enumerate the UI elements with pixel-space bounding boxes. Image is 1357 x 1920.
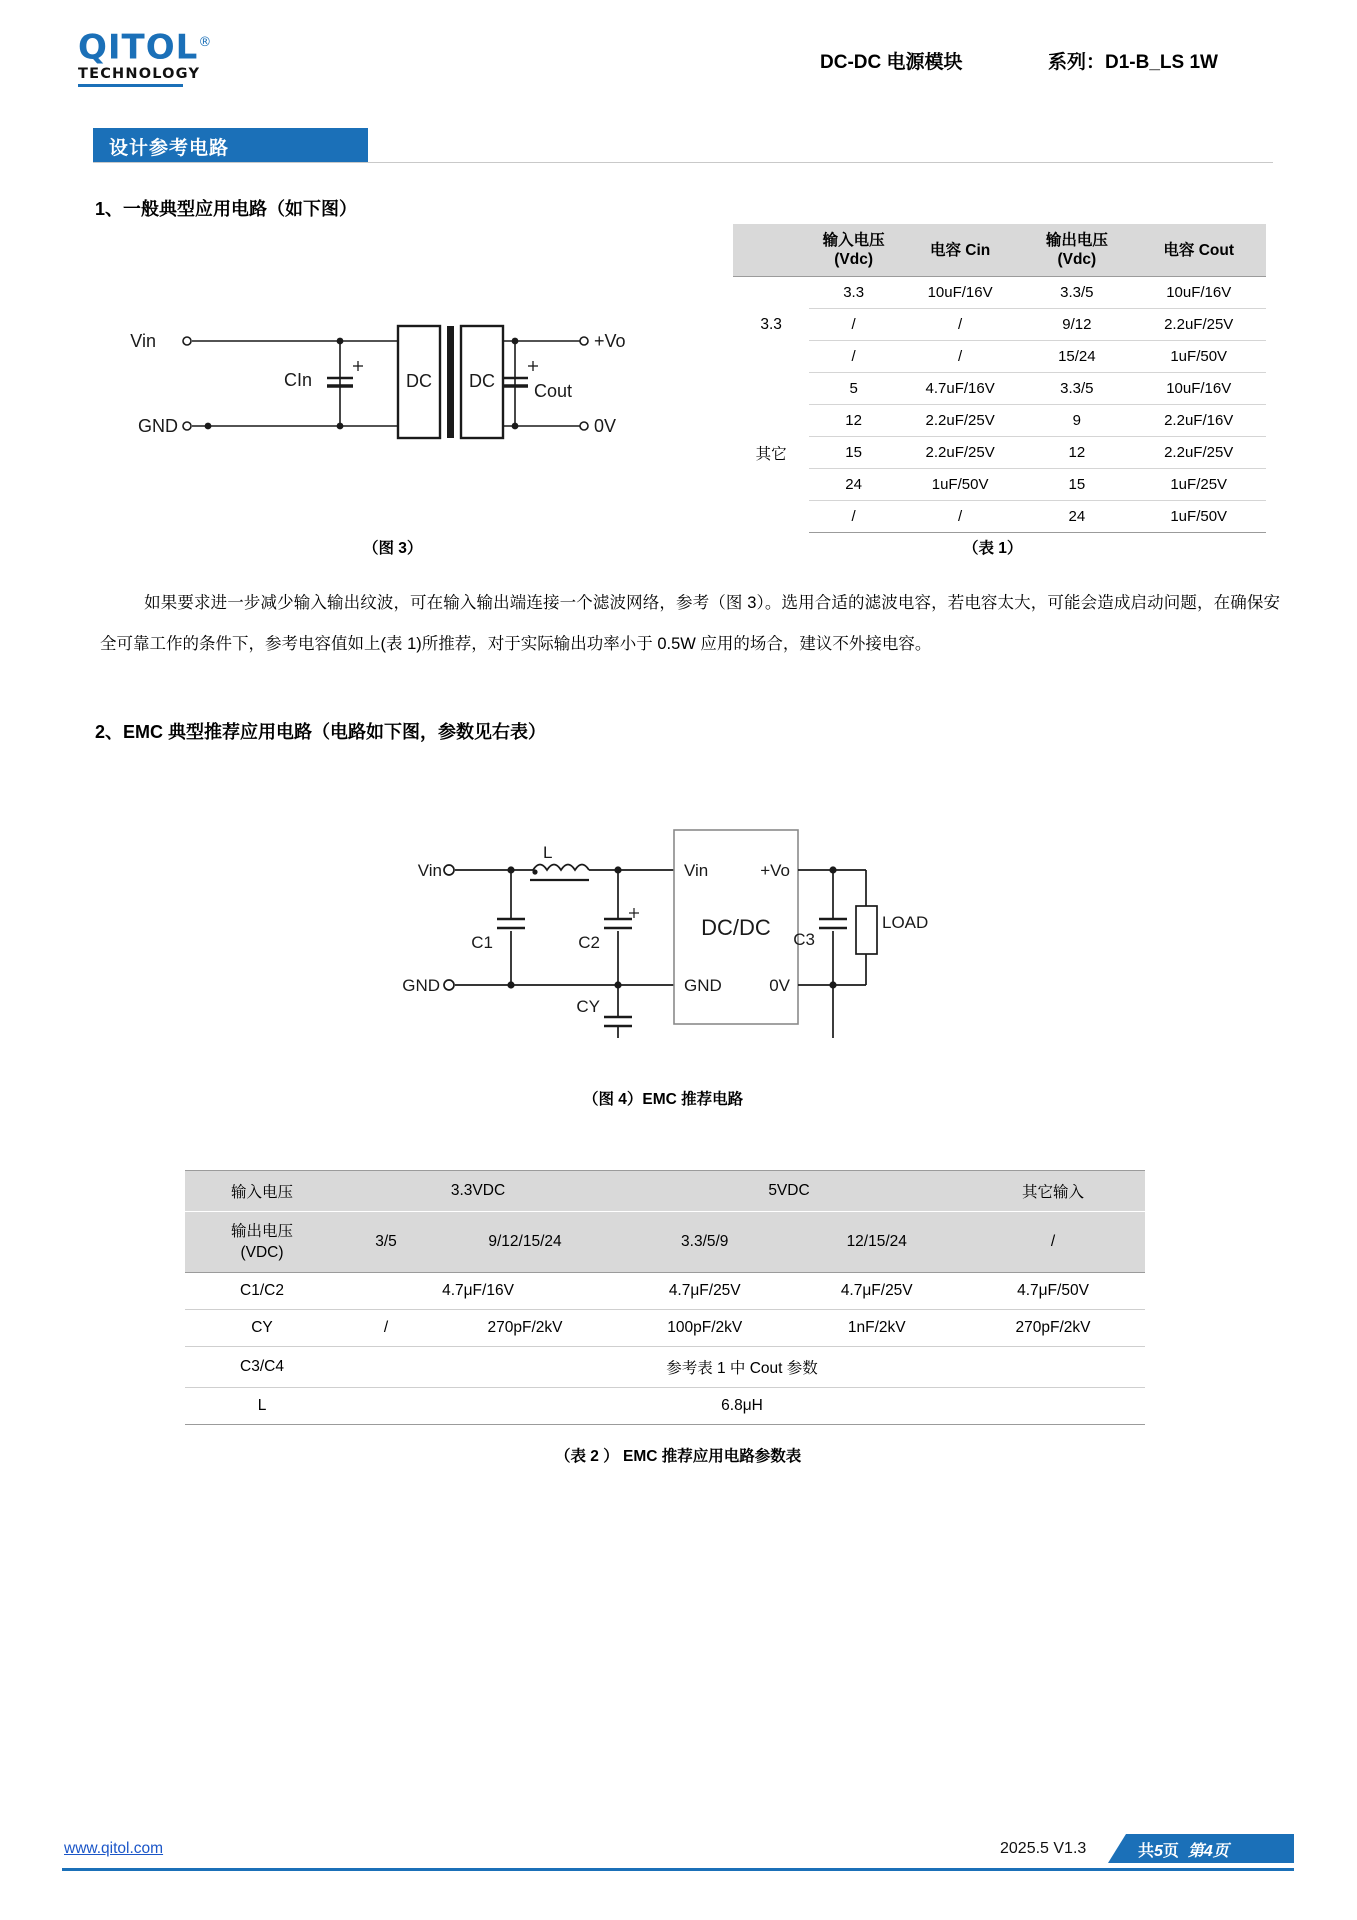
figure-4-label-vin: Vin [417, 861, 442, 880]
table-2-cell-c1c2-3: 4.7μF/25V [792, 1273, 961, 1310]
logo-wordmark [78, 26, 213, 68]
table-row [733, 501, 1266, 533]
table-1-cell-vout: 3.3/5 [1022, 373, 1131, 405]
table-1-cell-cin: 1uF/50V [898, 469, 1022, 501]
table-1-cell-vout: 9 [1022, 405, 1131, 437]
table-2-cy-row [185, 1310, 1145, 1347]
table-2-cell-vout-2: 9/12/15/24 [433, 1212, 617, 1273]
table-1-cell-cout: 1uF/50V [1131, 501, 1266, 533]
figure-4-label-c3: C3 [793, 930, 815, 949]
table-1-cell-cout: 10uF/16V [1131, 373, 1266, 405]
company-logo [78, 26, 212, 83]
figure-3-label-cin: CIn [283, 370, 312, 390]
figure-3-label-dc-right: DC [469, 371, 495, 391]
table-2-cell-vout-3: 3.3/5/9 [617, 1212, 792, 1273]
table-2-cell-vout-4: 12/15/24 [792, 1212, 961, 1273]
table-1-cell-cout: 10uF/16V [1131, 277, 1266, 309]
footer-website-link[interactable]: www.qitol.com [64, 1840, 164, 1857]
table-1-cell-cin: 2.2uF/25V [898, 437, 1022, 469]
logo-text: QITOL [78, 27, 199, 68]
footer-divider [62, 1868, 1294, 1871]
table-row [733, 405, 1266, 437]
table-1-cell-cin: / [898, 501, 1022, 533]
caption-figure-4: （图 4）EMC 推荐电路 [583, 1091, 744, 1108]
table-2-cell-cy-5: 270pF/2kV [961, 1310, 1145, 1347]
table-2-c3c4-row [185, 1347, 1145, 1388]
figure-4-label-gnd: GND [402, 976, 440, 995]
table-2-cell-c1c2-4: 4.7μF/50V [961, 1273, 1145, 1310]
table-2-label-output-voltage-line2: (VDC) [240, 1244, 284, 1261]
footer-current-pre: 第 [1187, 1843, 1204, 1860]
table-1-header-output-voltage [1022, 224, 1131, 277]
table-row [733, 373, 1266, 405]
figure-4-label-module-vo: +Vo [760, 861, 790, 880]
registered-trademark-icon: ® [198, 35, 213, 50]
table-row [733, 437, 1266, 469]
footer-total-pre: 共 [1138, 1843, 1155, 1860]
table-1-cell-vin: 12 [809, 405, 898, 437]
section-title-bar [93, 128, 368, 162]
table-2-c1c2-row [185, 1273, 1145, 1310]
figure-3-label-dc-left: DC [406, 371, 432, 391]
subheading-emc-circuit: 2、EMC 典型推荐应用电路（电路如下图，参数见右表） [95, 722, 547, 742]
table-1-cell-vin: 15 [809, 437, 898, 469]
table-1-cell-cin: / [898, 309, 1022, 341]
table-1-group-label: 3.3 [733, 277, 809, 373]
table-1-header-blank [733, 224, 809, 277]
table-2-output-voltage-row [185, 1212, 1145, 1273]
table-2-label-input-voltage: 输入电压 [185, 1171, 339, 1212]
table-1-cell-cin: 4.7uF/16V [898, 373, 1022, 405]
footer-version: 2025.5 V1.3 [1000, 1840, 1087, 1857]
footer-page-text [1138, 1838, 1229, 1861]
table-2-cell-cy-4: 1nF/2kV [792, 1310, 961, 1347]
figure-4-emc-recommended-circuit [378, 818, 938, 1043]
table-2-cell-cy-3: 100pF/2kV [617, 1310, 792, 1347]
table-1-cell-cout: 2.2uF/16V [1131, 405, 1266, 437]
table-2-cell-c3c4: 参考表 1 中 Cout 参数 [339, 1347, 1145, 1388]
footer-page-indicator [1108, 1834, 1294, 1863]
header-series-label: 系列：D1-B_LS 1W [1048, 52, 1218, 73]
caption-table-1: （表 1） [963, 540, 1023, 557]
section-title-text: 设计参考电路 [109, 138, 230, 159]
table-2-label-c1c2: C1/C2 [185, 1273, 339, 1310]
table-2-input-voltage-row [185, 1171, 1145, 1212]
table-2-cell-input-other: 其它输入 [961, 1171, 1145, 1212]
table-2-l-row [185, 1388, 1145, 1425]
table-1-cell-vin: 3.3 [809, 277, 898, 309]
table-1-cell-cin: / [898, 341, 1022, 373]
figure-3-label-cout: Cout [534, 381, 573, 401]
page-header [0, 0, 1357, 96]
table-2-cell-cy-2: 270pF/2kV [433, 1310, 617, 1347]
table-1-group-label: 其它 [755, 445, 787, 463]
figure-4-label-load: LOAD [882, 913, 929, 932]
table-1-cell-cout: 2.2uF/25V [1131, 437, 1266, 469]
logo-tagline: TECHNOLOGY [78, 66, 201, 83]
figure-3-typical-application-circuit [120, 308, 640, 453]
figure-3-label-vin: Vin [130, 331, 156, 351]
footer-total-post: 页 [1162, 1843, 1179, 1860]
table-1-cell-cout: 1uF/25V [1131, 469, 1266, 501]
footer-current-post: 页 [1212, 1843, 1229, 1860]
logo-underline [78, 84, 183, 87]
caption-figure-3: （图 3） [363, 540, 423, 557]
subheading-typical-circuit: 1、一般典型应用电路（如下图） [95, 199, 358, 219]
figure-4-svg [378, 818, 938, 1038]
table-1-cell-vout: 24 [1022, 501, 1131, 533]
table-1-cell-vin: 5 [809, 373, 898, 405]
figure-3-label-0v: 0V [594, 416, 617, 436]
table-2-cell-l: 6.8μH [339, 1388, 1145, 1425]
footer-total-num: 5 [1154, 1843, 1163, 1860]
body-paragraph [100, 583, 1280, 665]
section-divider [93, 162, 1273, 163]
table-2-cell-c1c2-1: 4.7μF/16V [339, 1273, 617, 1310]
table-1-cell-vin: 24 [809, 469, 898, 501]
table-1-cell-vin: / [809, 501, 898, 533]
table-1-cell-cin: 10uF/16V [898, 277, 1022, 309]
table-2-label-output-voltage-line1: 输出电压 [230, 1223, 293, 1240]
table-1-cell-cin: 2.2uF/25V [898, 405, 1022, 437]
table-2-label-l: L [185, 1388, 339, 1425]
table-1-cell-vout: 15 [1022, 469, 1131, 501]
table-1-cell-vin: / [809, 309, 898, 341]
figure-4-label-c2: C2 [578, 933, 600, 952]
table-1-header-input-voltage-line1: 输入电压 [822, 232, 885, 249]
table-1-header-output-voltage-line1: 输出电压 [1045, 232, 1108, 249]
table-1-header-cin: 电容 Cin [898, 224, 1022, 277]
table-row [733, 341, 1266, 373]
table-2-cell-vout-1: 3/5 [339, 1212, 433, 1273]
figure-3-label-gnd: GND [138, 416, 178, 436]
figure-4-label-module-vin: Vin [684, 861, 709, 880]
table-row [733, 277, 1266, 309]
caption-table-2: （表 2 ） EMC 推荐应用电路参数表 [555, 1448, 802, 1465]
table-1-header-input-voltage-line2: (Vdc) [834, 251, 874, 268]
table-1-header-output-voltage-line2: (Vdc) [1057, 251, 1097, 268]
table-1-cell-vout: 15/24 [1022, 341, 1131, 373]
table-1-cell-vin: / [809, 341, 898, 373]
footer-current-num: 4 [1203, 1843, 1213, 1860]
figure-4-label-module-gnd: GND [684, 976, 722, 995]
table-1-header-input-voltage [809, 224, 898, 277]
table-1-header-cout: 电容 Cout [1131, 224, 1266, 277]
table-2-label-cy: CY [185, 1310, 339, 1347]
table-1-cell-vout: 3.3/5 [1022, 277, 1131, 309]
table-2-label-output-voltage [185, 1212, 339, 1273]
table-2-label-c3c4: C3/C4 [185, 1347, 339, 1388]
figure-3-label-vo: +Vo [594, 331, 626, 351]
header-product-title: DC-DC 电源模块 [820, 52, 963, 73]
table-1-cell-cout: 2.2uF/25V [1131, 309, 1266, 341]
figure-4-label-module-0v: 0V [769, 976, 790, 995]
table-2-cell-vout-5: / [961, 1212, 1145, 1273]
table-1-cell-cout: 1uF/50V [1131, 341, 1266, 373]
table-2-cell-c1c2-2: 4.7μF/25V [617, 1273, 792, 1310]
table-1-header-row [733, 224, 1266, 277]
figure-4-label-module-name: DC/DC [701, 915, 771, 940]
table-row [733, 309, 1266, 341]
paragraph-text: 如果要求进一步减少输入输出纹波，可在输入输出端连接一个滤波网络，参考（图 3）。选用合适的滤波电容，若电容太大，可能会造成启动问题，在确保安全可靠工作的条件下，参考电容值如上(表 1)所推荐，对于实际输出功率小于 0.5W 应用的场合，建议不外接电容。 [100, 594, 1280, 653]
figure-3-svg [120, 308, 640, 448]
table-2-cell-cy-1: / [339, 1310, 433, 1347]
figure-4-label-l: L [543, 843, 553, 862]
table-2-cell-input-5v: 5VDC [617, 1171, 961, 1212]
table-1-cell-vout: 9/12 [1022, 309, 1131, 341]
table-row [733, 469, 1266, 501]
table-2-emc-parameters [185, 1170, 1145, 1425]
figure-4-label-cy: CY [576, 997, 600, 1016]
figure-4-label-c1: C1 [471, 933, 493, 952]
table-1-cell-vout: 12 [1022, 437, 1131, 469]
table-1-capacitor-reference [733, 224, 1266, 533]
table-2-cell-input-3v3: 3.3VDC [339, 1171, 617, 1212]
